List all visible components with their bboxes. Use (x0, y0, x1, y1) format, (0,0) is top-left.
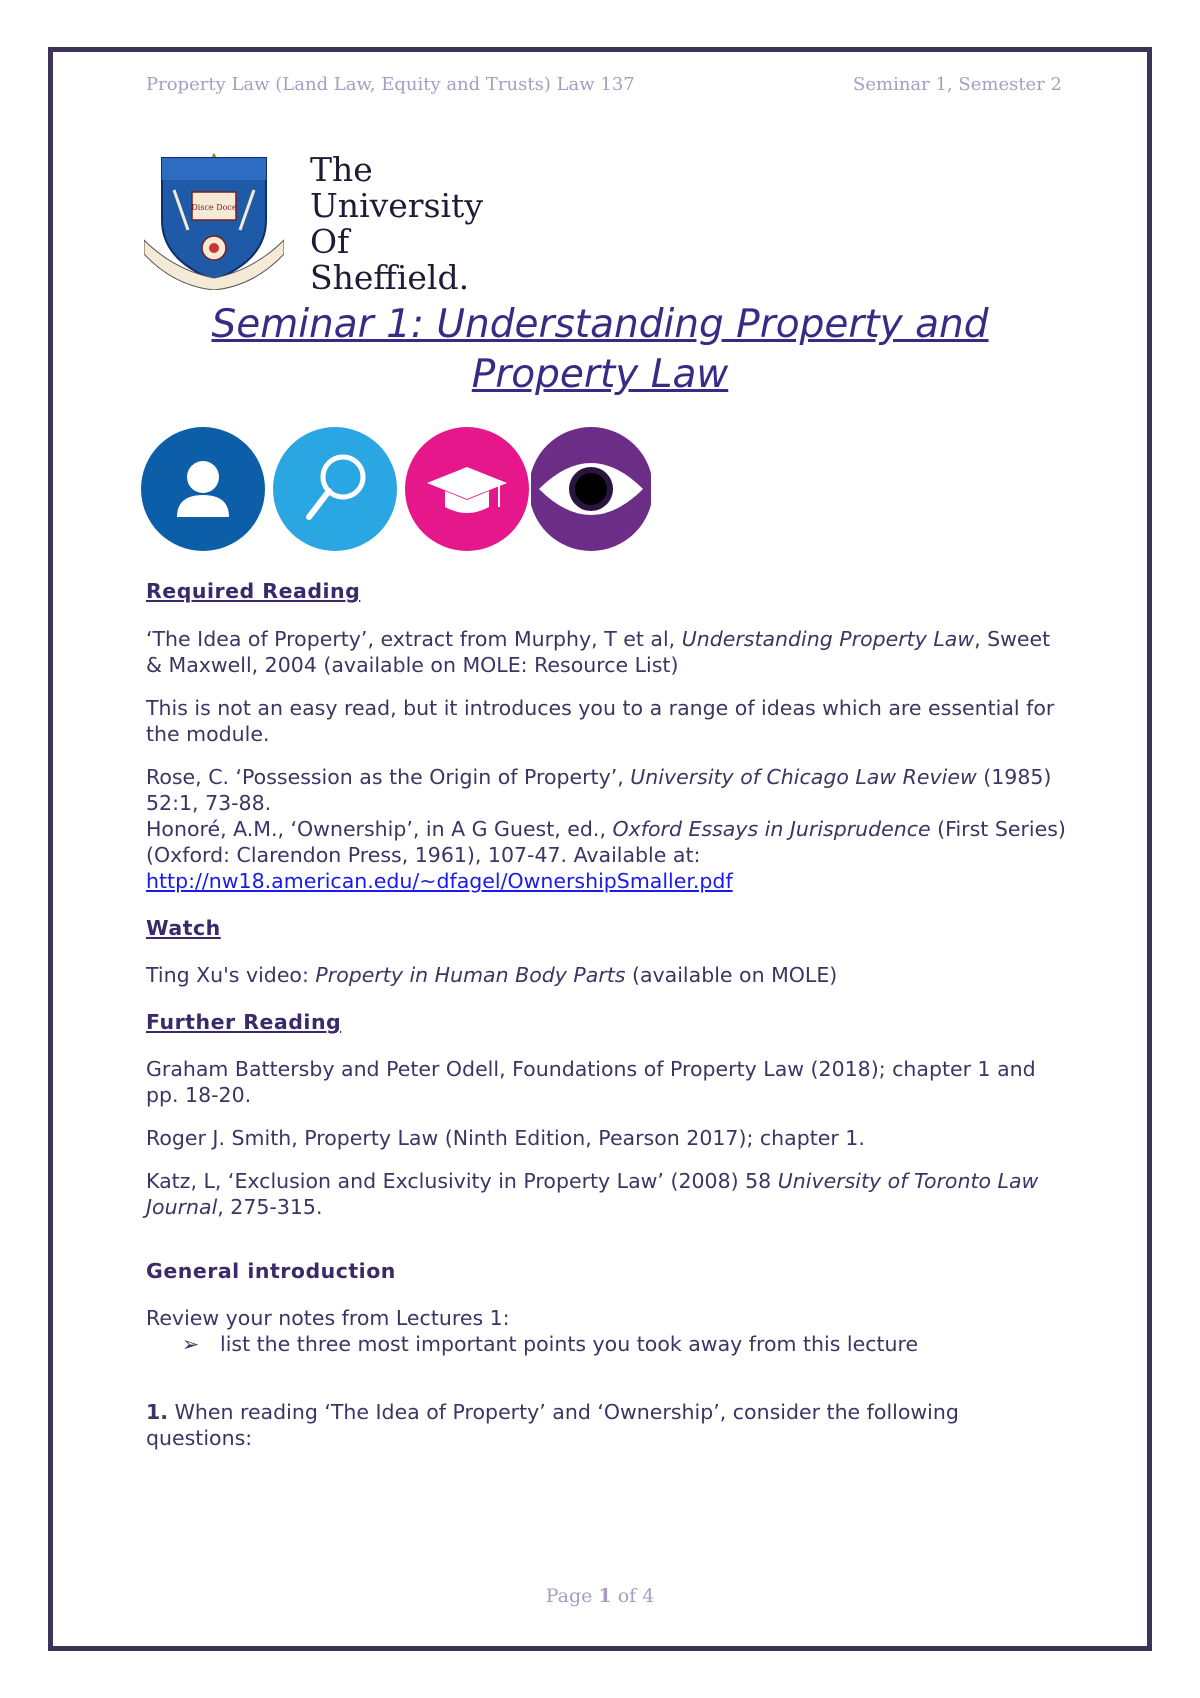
footer-of-label: of (617, 1585, 637, 1607)
question-1-number: 1. (146, 1400, 169, 1424)
reading-item-3-text: Honoré, A.M., ‘Ownership’, in A G Guest, ed., (146, 817, 613, 841)
footer-page-total: 4 (642, 1585, 655, 1607)
main-content (146, 578, 1066, 1451)
further-reading-item-1: Graham Battersby and Peter Odell, Foundations of Property Law (2018); chapter 1 and pp. 18-20. (146, 1057, 1036, 1107)
seminar-title-line-1: Seminar 1: Understanding Property and (211, 302, 989, 347)
general-introduction-heading: General introduction (146, 1259, 396, 1283)
arrow-bullet-icon: ➢ (182, 1332, 200, 1356)
further-reading-item-2: Roger J. Smith, Property Law (Ninth Edition, Pearson 2017); chapter 1. (146, 1126, 865, 1150)
reading-item-2-citation: (1985) 52:1, 73-88. (146, 765, 1052, 815)
reading-item-2-text: Rose, C. ‘Possession as the Origin of Property’, (146, 765, 631, 789)
eye-icon (531, 427, 651, 551)
logo-line-2: University (310, 186, 483, 225)
university-logo (144, 150, 483, 297)
logo-line-1: The (310, 150, 373, 189)
watch-item-source: (available on MOLE) (625, 963, 838, 987)
reading-note: This is not an easy read, but it introduces you to a range of ideas which are essential for the module. (146, 696, 1055, 746)
watch-item-text: Ting Xu's video: (146, 963, 316, 987)
reading-item-1-text: ‘The Idea of Property’, extract from Murphy, T et al, (146, 627, 682, 651)
footer-page-label: Page (545, 1585, 593, 1607)
logo-line-4: Sheffield. (310, 258, 470, 297)
footer-page-current: 1 (598, 1585, 612, 1607)
activity-icons (141, 427, 651, 551)
reading-item-1 (146, 626, 1066, 678)
graduation-cap-icon (405, 427, 529, 551)
reading-item-3 (146, 816, 1066, 894)
svg-text:Disce Doce: Disce Doce (191, 203, 237, 212)
reading-item-2 (146, 764, 1066, 816)
further-reading-item-3-text: Katz, L, ‘Exclusion and Exclusivity in Property Law’ (2008) 58 (146, 1169, 778, 1193)
required-reading-heading: Required Reading (146, 579, 361, 603)
header-course-title: Property Law (Land Law, Equity and Trusts) Law 137 (146, 74, 635, 95)
reading-item-1-source: , Sweet & Maxwell, 2004 (available on MOLE: Resource List) (146, 627, 1051, 677)
watch-heading: Watch (146, 916, 221, 940)
header-seminar-label: Seminar 1, Semester 2 (853, 74, 1062, 95)
general-introduction-text: Review your notes from Lectures 1: (146, 1306, 510, 1330)
further-reading-item-3 (146, 1168, 1066, 1220)
further-reading-item-3-pages: , 275-315. (217, 1195, 323, 1219)
further-reading-heading: Further Reading (146, 1010, 342, 1034)
seminar-title-line-2: Property Law (471, 352, 729, 397)
question-1 (146, 1399, 1066, 1451)
watch-item (146, 962, 1066, 988)
magnifier-icon (273, 427, 397, 551)
further-reading-item-3-journal: University of Toronto Law Journal (146, 1169, 1039, 1219)
reading-item-3-citation: (First Series) (Oxford: Clarendon Press, 1961), 107-47. Available at: (146, 817, 1066, 867)
page-footer (0, 1585, 1200, 1607)
reading-item-3-book: Oxford Essays in Jurisprudence (612, 817, 931, 841)
ownership-pdf-link[interactable]: http://nw18.american.edu/~dfagel/OwnershipSmaller.pdf (146, 869, 733, 893)
question-1-text: When reading ‘The Idea of Property’ and ‘Ownership’, consider the following questions: (146, 1400, 959, 1450)
person-icon (141, 427, 265, 551)
reading-item-2-journal: University of Chicago Law Review (630, 765, 977, 789)
watch-item-title: Property in Human Body Parts (315, 963, 626, 987)
general-introduction-bullet (146, 1331, 1066, 1357)
logo-line-3: Of (310, 222, 350, 261)
seminar-title (130, 300, 1070, 400)
university-crest-icon (144, 150, 284, 290)
general-introduction-bullet-text: list the three most important points you took away from this lecture (220, 1332, 919, 1356)
reading-item-1-title: Understanding Property Law (681, 627, 975, 651)
university-name (310, 152, 483, 296)
